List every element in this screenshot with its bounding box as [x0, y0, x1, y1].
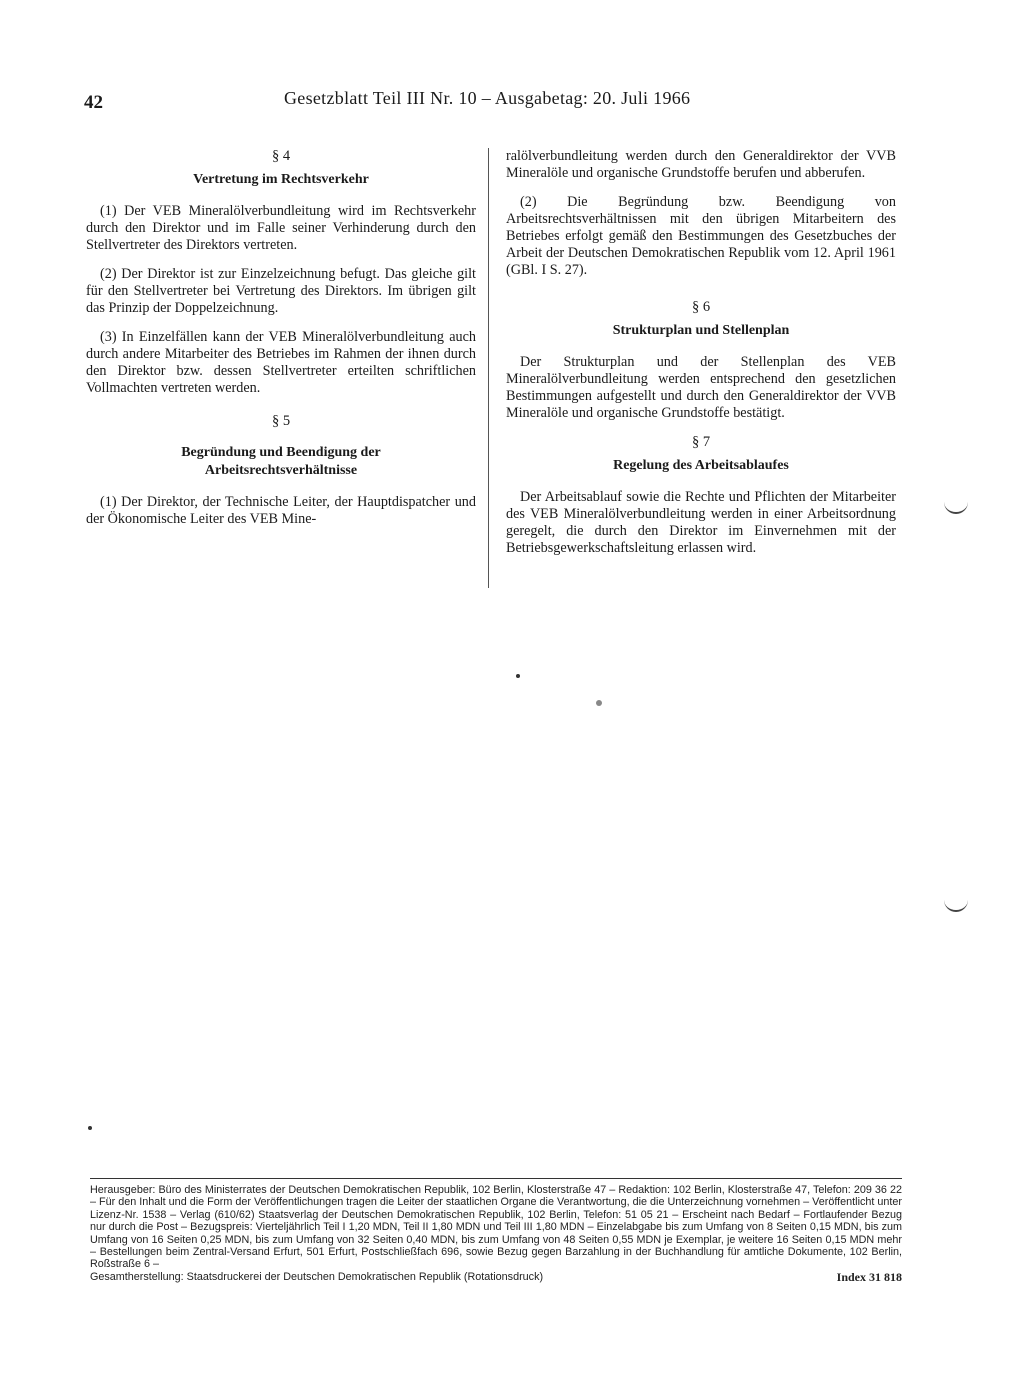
scan-speck	[516, 674, 520, 678]
section-6-paragraph-1: Der Strukturplan und der Stellenplan des VEB Mineralölverbundleitung werden entsprechend den gesetzlichen Bestimmungen aufgestellt und durch den Generaldirektor der VVB Mineralöle und organische Grundstoffe bestätigt.	[506, 354, 896, 421]
imprint-last-line	[90, 1271, 902, 1283]
section-6-title: Strukturplan und Stellenplan	[612, 323, 790, 338]
section-4-number: § 4	[271, 148, 291, 164]
section-5-continuation: ralölverbundleitung werden durch den Generaldirektor der VVB Mineralöle und organische Grundstoffe berufen und abberufen.	[506, 148, 896, 181]
imprint	[90, 1184, 902, 1283]
scan-speck	[88, 1126, 92, 1130]
footer-rule	[90, 1178, 902, 1179]
scan-speck	[596, 700, 602, 706]
page-number: 42	[84, 92, 103, 113]
section-6-number: § 6	[691, 299, 711, 315]
margin-mark	[944, 502, 968, 514]
right-column	[506, 148, 896, 569]
imprint-printer: Gesamtherstellung: Staatsdruckerei der Deutschen Demokratischen Republik (Rotationsdruck)	[90, 1270, 544, 1283]
section-4-paragraph-1: (1) Der VEB Mineralölverbundleitung wird im Rechtsverkehr durch den Direktor und im Falle seiner Verhinderung durch den Stellvertreter des Direktors vertreten.	[86, 203, 476, 253]
section-4-paragraph-3: (3) In Einzelfällen kann der VEB Mineralölverbundleitung auch durch andere Mitarbeiter des Betriebes im Rahmen der ihnen durch den Direktor bzw. dessen Stellvertreter erteilten schriftlichen Vollmachten vertreten werden.	[86, 329, 476, 396]
section-4-title: Vertretung im Rechtsverkehr	[193, 172, 369, 187]
page-header	[84, 88, 900, 118]
section-5-paragraph-1: (1) Der Direktor, der Technische Leiter, der Hauptdispatcher und der Ökonomische Leiter des VEB Mine-	[86, 494, 476, 527]
section-5-title: Begründung und Beendigung der Arbeitsrechtsverhältnisse	[181, 445, 381, 478]
imprint-text: Herausgeber: Büro des Ministerrates der Deutschen Demokratischen Republik, 102 Berlin, Klosterstraße 47 – Redaktion: 102 Berlin, Klosterstraße 47, Telefon: 209 36 22 – Für den Inhalt und die Form der Veröffentlichungen tragen die Leiter der staatlichen Organe die Verantwortung, die die Unterzeichnung vornehmen – Veröffentlicht unter Lizenz-Nr. 1538 – Verlag (610/62) Staatsverlag der Deutschen Demokratischen Republik, 102 Berlin, Telefon: 51 05 21 – Erscheint nach Bedarf – Fortlaufender Bezug nur durch die Post – Bezugspreis: Vierteljährlich Teil I 1,20 MDN, Teil II 1,80 MDN und Teil III 1,80 MDN – Einzelabgabe bis zum Umfang von 8 Seiten 0,15 MDN, bis zum Umfang von 16 Seiten 0,25 MDN, bis zum Umfang von 32 Seiten 0,40 MDN, bis zum Umfang von 48 Seiten 0,55 MDN je Exemplar, je weitere 16 Seiten 0,15 MDN mehr – Bestellungen beim Zentral-Versand Erfurt, 501 Erfurt, Postschließfach 696, sowie Bezug gegen Barzahlung in der Buchhandlung für amtliche Dokumente, 102 Berlin, Roßstraße 6 –	[90, 1184, 902, 1271]
left-column	[86, 148, 476, 540]
section-5-number: § 5	[271, 413, 291, 429]
section-5-paragraph-2: (2) Die Begründung bzw. Beendigung von Arbeitsrechtsverhältnissen mit den übrigen Mitarbeitern des Betriebes erfolgt gemäß den Bestimmungen des Gesetzbuches der Arbeit der Deutschen Demokratischen Republik vom 12. April 1961 (GBl. I S. 27).	[506, 194, 896, 278]
section-7-number: § 7	[691, 434, 711, 450]
index-number: Index 31 818	[836, 1269, 902, 1284]
header-title: Gesetzblatt Teil III Nr. 10 – Ausgabetag: 20. Juli 1966	[284, 88, 691, 108]
section-7-title: Regelung des Arbeitsablaufes	[613, 458, 789, 473]
section-4-paragraph-2: (2) Der Direktor ist zur Einzelzeichnung befugt. Das gleiche gilt für den Stellvertreter bei Vertretung des Direktors. Im übrigen gilt das Prinzip der Doppelzeichnung.	[86, 266, 476, 316]
section-7-paragraph-1: Der Arbeitsablauf sowie die Rechte und Pflichten der Mitarbeiter des VEB Mineralölverbundleitung werden in einer Arbeitsordnung geregelt, die durch den Direktor im Einvernehmen mit der Betriebsgewerkschaftsleitung erlassen wird.	[506, 489, 896, 556]
column-divider	[488, 148, 489, 588]
margin-mark	[944, 900, 968, 912]
